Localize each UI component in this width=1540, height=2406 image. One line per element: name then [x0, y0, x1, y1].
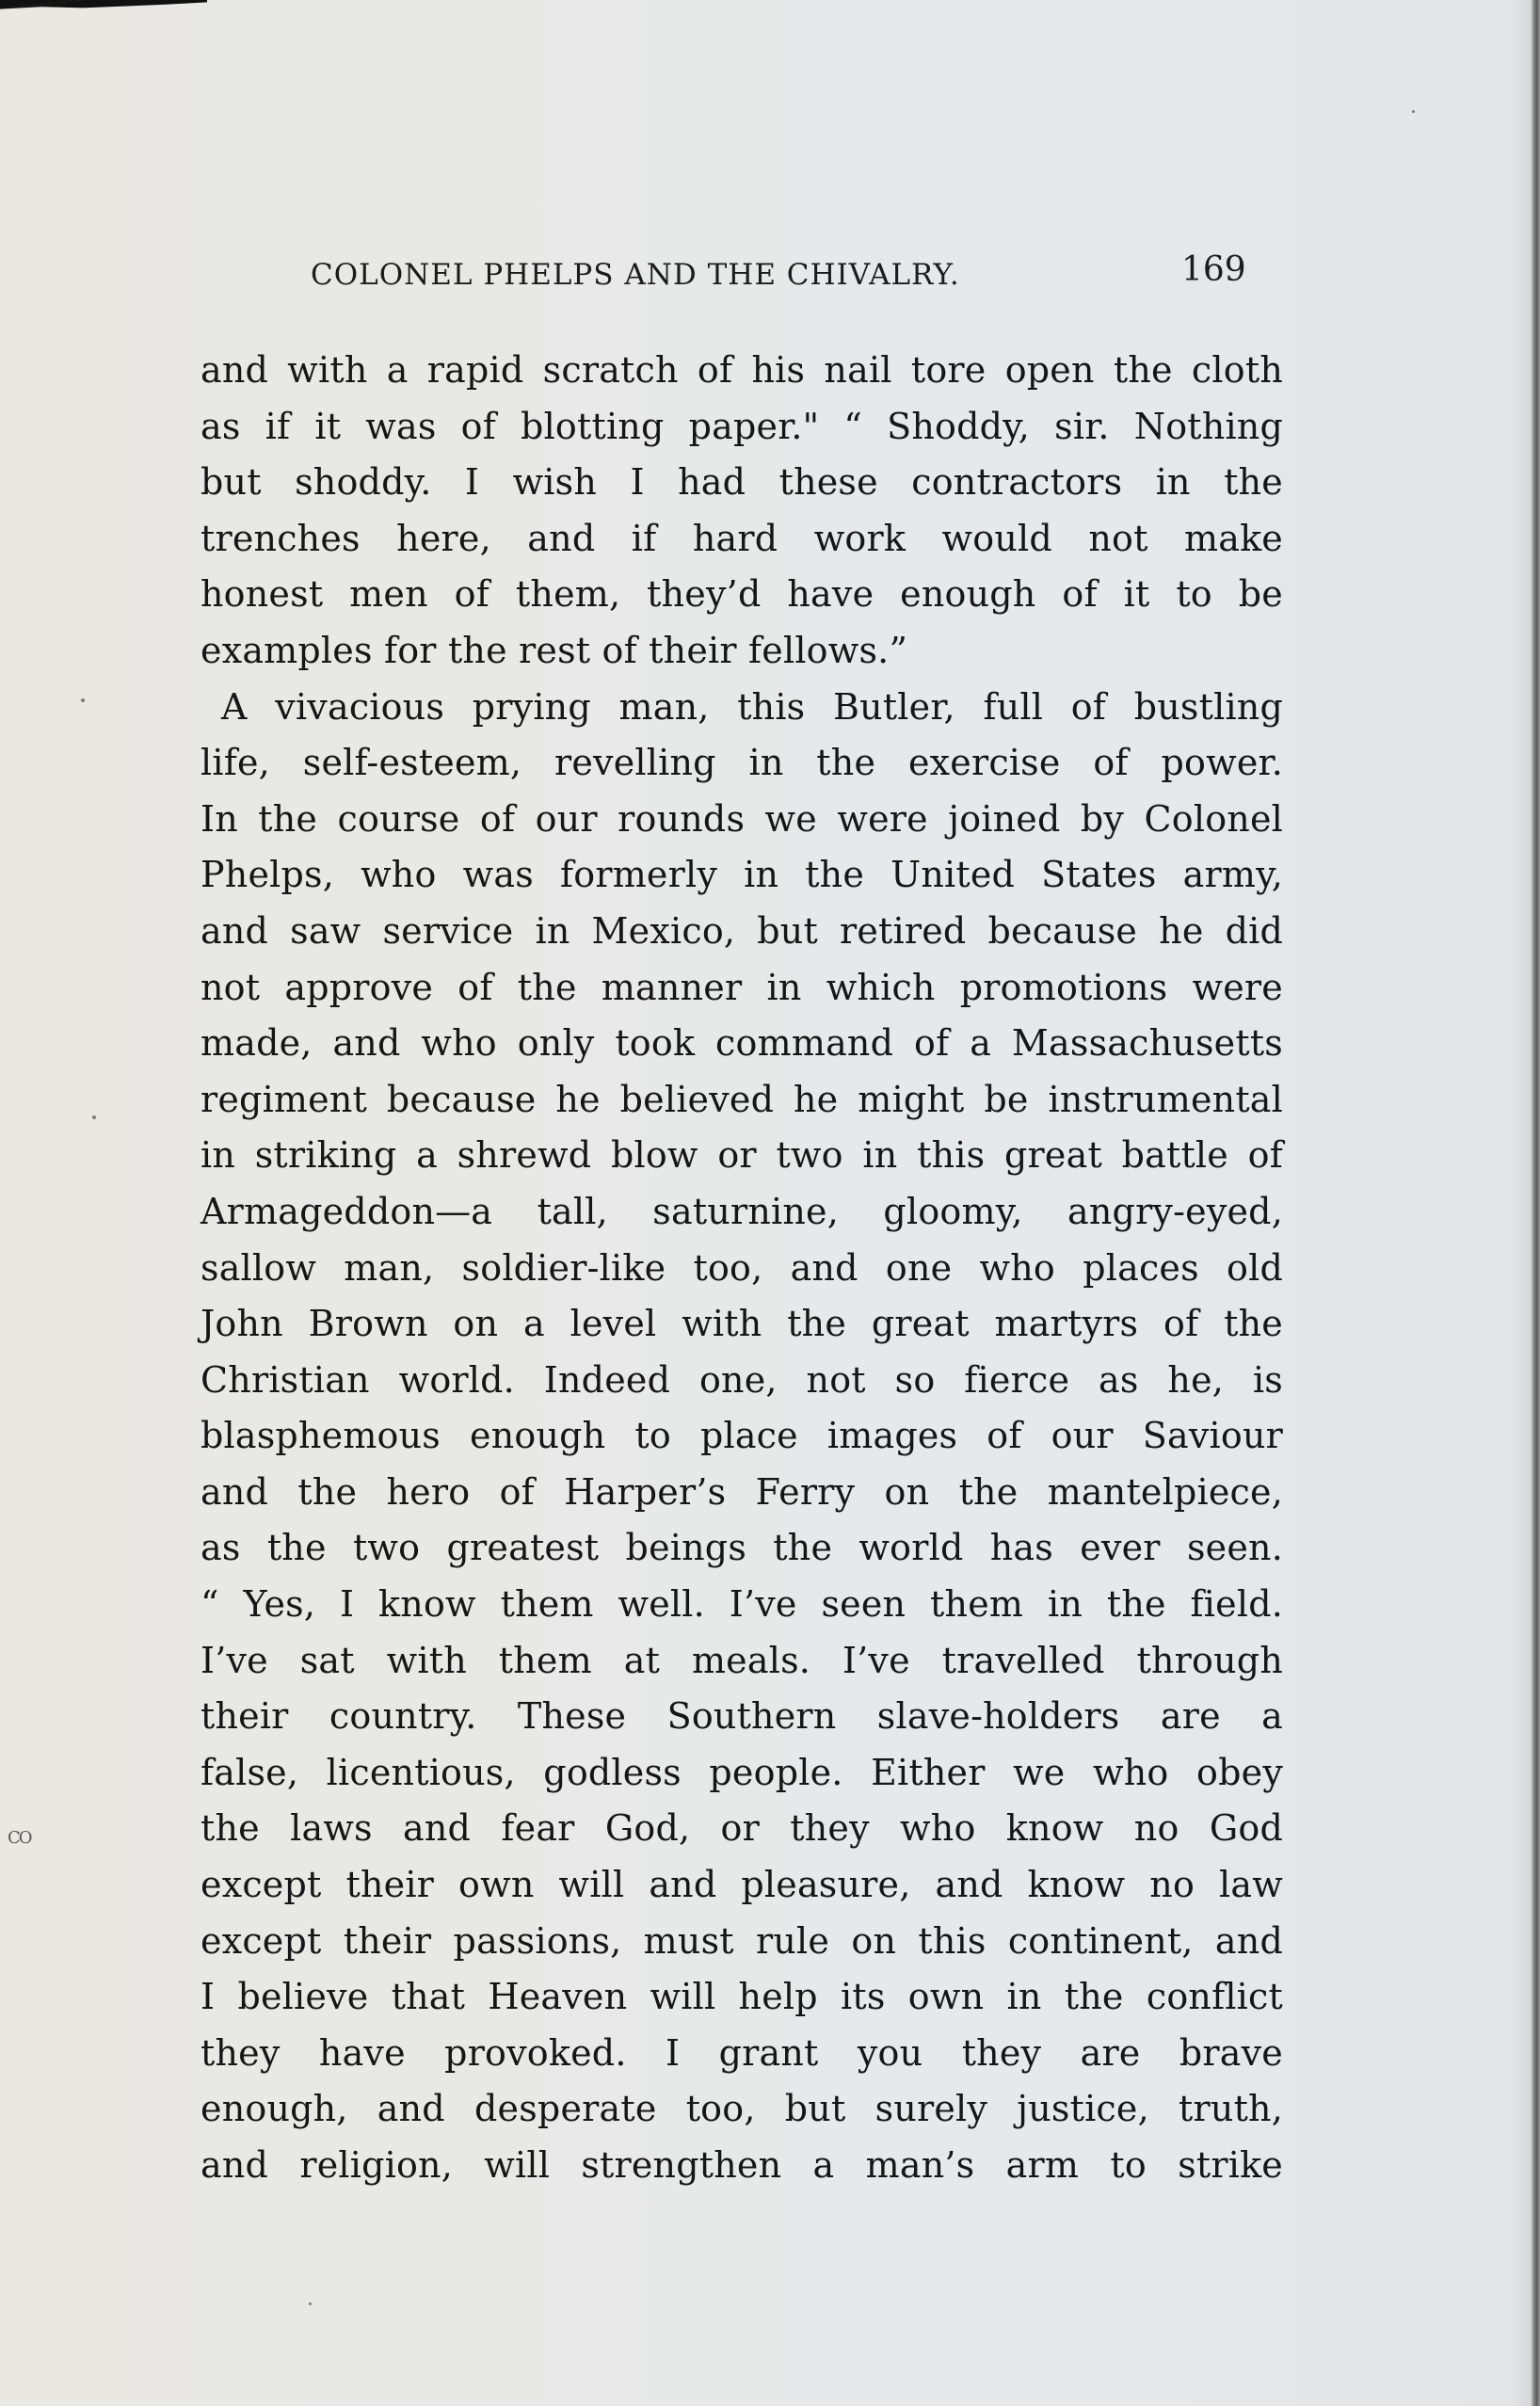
text-line: and the hero of Harper’s Ferry on the mantelpiece,	[201, 1470, 1283, 1513]
text-line: A vivacious prying man, this Butler, full of bustling	[221, 685, 1283, 728]
text-line: I believe that Heaven will help its own in the conflict	[201, 1976, 1283, 2018]
text-line: as if it was of blotting paper." “ Shoddy, sir. Nothing	[201, 405, 1283, 447]
text-line: they have provoked. I grant you they are brave	[201, 2031, 1283, 2074]
text-line: life, self-esteem, revelling in the exercise of power.	[201, 742, 1283, 784]
text-line: In the course of our rounds we were joined by Colonel	[201, 797, 1283, 840]
running-head	[311, 250, 1290, 297]
text-line: trenches here, and if hard work would not make	[201, 517, 1283, 559]
body-text	[201, 343, 1283, 2194]
text-line: blasphemous enough to place images of our Saviour	[201, 1415, 1283, 1457]
text-line: made, and who only took command of a Massachusetts	[201, 1022, 1283, 1065]
text-line: sallow man, soldier-like too, and one who places old	[201, 1246, 1283, 1289]
text-line: as the two greatest beings the world has ever seen.	[201, 1527, 1283, 1569]
running-head-title: COLONEL PHELPS AND THE CHIVALRY.	[311, 258, 960, 292]
text-line: John Brown on a level with the great martyrs of the	[201, 1303, 1283, 1345]
text-line: Phelps, who was formerly in the United States army,	[201, 854, 1283, 896]
page-crease	[0, 0, 192, 56]
margin-speck	[92, 1115, 96, 1119]
page-number: 169	[1181, 250, 1246, 289]
text-line: except their own will and pleasure, and know no law	[201, 1864, 1283, 1906]
margin-speck	[309, 2302, 312, 2305]
text-line: I’ve sat with them at meals. I’ve travelled through	[201, 1639, 1283, 1681]
margin-speck	[81, 698, 85, 702]
margin-mark: CO	[8, 1828, 31, 1848]
text-line: false, licentious, godless people. Either we who obey	[201, 1751, 1283, 1793]
text-line: examples for the rest of their fellows.”	[201, 629, 908, 671]
binding-shadow	[1508, 0, 1531, 2406]
text-line: their country. These Southern slave-holders are a	[201, 1695, 1283, 1738]
text-line: except their passions, must rule on this continent, and	[201, 1919, 1283, 1962]
text-line: and saw service in Mexico, but retired because he did	[201, 909, 1283, 952]
text-line: regiment because he believed he might be instrumental	[201, 1078, 1283, 1120]
text-line: the laws and fear God, or they who know no God	[201, 1807, 1283, 1850]
text-line: but shoddy. I wish I had these contractors in the	[201, 461, 1283, 504]
text-line: Armageddon—a tall, saturnine, gloomy, angry-eyed,	[201, 1190, 1283, 1232]
text-line: enough, and desperate too, but surely justice, truth,	[201, 2088, 1283, 2130]
paragraph	[201, 343, 1283, 680]
text-line: not approve of the manner in which promotions were	[201, 966, 1283, 1008]
text-line: in striking a shrewd blow or two in this great battle of	[201, 1134, 1283, 1177]
text-line: Christian world. Indeed one, not so fierce as he, is	[201, 1358, 1283, 1401]
binding-edge	[1531, 0, 1540, 2406]
text-line: and religion, will strengthen a man’s arm to strike	[201, 2144, 1283, 2186]
margin-speck	[1412, 110, 1415, 113]
text-line: and with a rapid scratch of his nail tore open the cloth	[201, 349, 1283, 391]
text-line: honest men of them, they’d have enough of it to be	[201, 573, 1283, 616]
text-line: “ Yes, I know them well. I’ve seen them in the field.	[201, 1583, 1283, 1626]
paragraph	[201, 680, 1283, 2194]
